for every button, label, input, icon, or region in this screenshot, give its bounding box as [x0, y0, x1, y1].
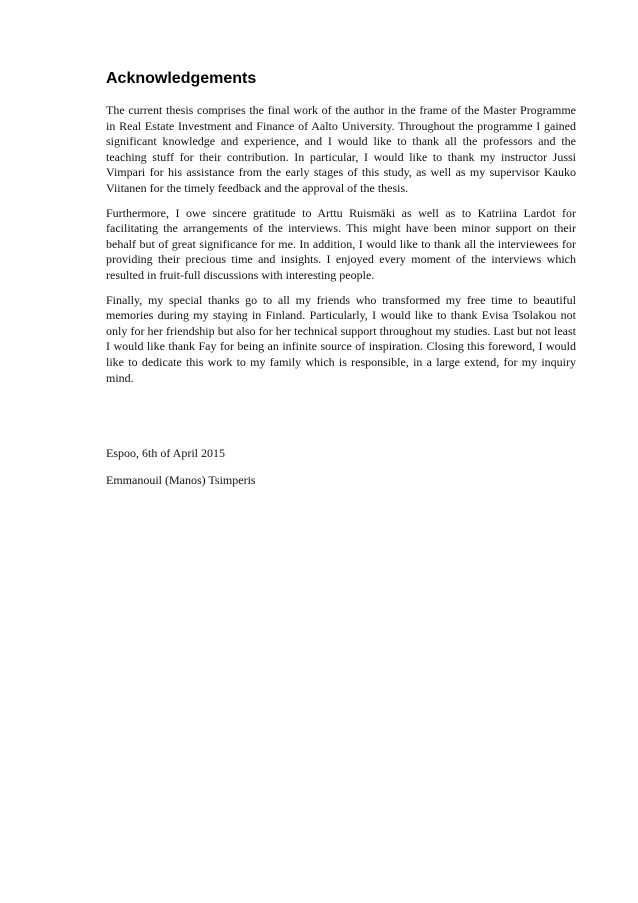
place-and-date: Espoo, 6th of April 2015	[106, 446, 225, 461]
author-name: Emmanouil (Manos) Tsimperis	[106, 472, 256, 487]
paragraph-thesis-intro: The current thesis comprises the final work of the author in the frame of the Master Programme in Real Estate Investment and Finance of Aalto University. Throughout the programme I gained significant knowledge and experience, and I would like to thank all the professors and the teaching stuff for their contribution. In particular, I would like to thank my instructor Jussi Vimpari for his assistance from the early stages of this study, as well as my supervisor Kauko Viitanen for the timely feedback and the approval of the thesis.	[106, 103, 576, 195]
paragraph-interview-thanks: Furthermore, I owe sincere gratitude to Arttu Ruismäki as well as to Katriina Lardot for facilitating the arrangements of the interviews. This might have been minor support on their behalf but of great significance for me. In addition, I would like to thank all the interviewees for providing their precious time and insights. I enjoyed every moment of the interviews which resulted in fruit-full discussions with interesting people.	[106, 205, 576, 282]
page-title: Acknowledgements	[106, 70, 257, 87]
document-body	[106, 69, 576, 488]
paragraph-personal-thanks: Finally, my special thanks go to all my friends who transformed my free time to beautiful memories during my staying in Finland. Particularly, I would like to thank Evisa Tsolakou not only for her friendship but also for her technical support throughout my studies. Last but not least I would like thank Fay for being an infinite source of inspiration. Closing this foreword, I would like to dedicate this work to my family which is responsible, in a large extend, for my inquiry mind.	[106, 292, 576, 385]
